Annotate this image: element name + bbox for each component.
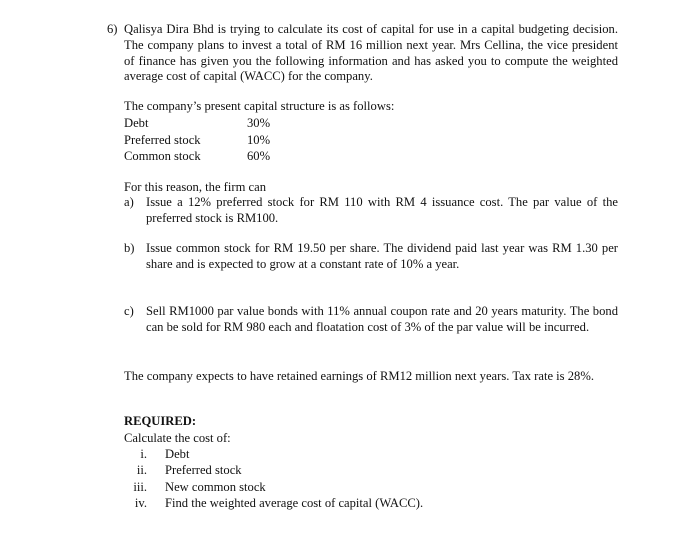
capital-structure-row-debt xyxy=(124,116,287,133)
capital-structure-row-common xyxy=(124,149,287,166)
option-letter: c) xyxy=(124,304,134,318)
required-item-common xyxy=(124,480,524,496)
calculate-label: Calculate the cost of: xyxy=(124,431,231,445)
required-item-text: Debt xyxy=(165,447,190,461)
capital-structure-table xyxy=(124,116,287,166)
question-number: 6) xyxy=(107,22,118,36)
component-percent: 10% xyxy=(247,132,271,147)
option-text: Sell RM1000 par value bonds with 11% annual coupon rate and 20 years maturity. The bond can be sold for RM 980 each and floatation cost of 3% of the par value will be incurred. xyxy=(146,304,618,334)
required-item-text: Find the weighted average cost of capital (WACC). xyxy=(165,495,424,510)
required-item-preferred xyxy=(124,463,524,479)
required-list xyxy=(124,447,524,512)
required-item-number: iii. xyxy=(133,479,147,494)
option-text: Issue common stock for RM 19.50 per share. The dividend paid last year was RM 1.30 per share and is expected to grow at a constant rate of 10% a year. xyxy=(146,241,618,271)
required-item-number: i. xyxy=(140,447,147,461)
option-text: Issue a 12% preferred stock for RM 110 with RM 4 issuance cost. The par value of the preferred stock is RM100. xyxy=(146,195,618,225)
required-item-text: Preferred stock xyxy=(165,463,242,478)
required-item-wacc xyxy=(124,496,524,512)
component-name: Preferred stock xyxy=(124,132,201,147)
reason-intro: For this reason, the firm can xyxy=(124,180,266,194)
component-name: Common stock xyxy=(124,149,201,163)
option-letter: b) xyxy=(124,241,135,255)
capital-structure-title: The company’s present capital structure is as follows: xyxy=(124,99,395,113)
retained-earnings-text: The company expects to have retained earnings of RM12 million next years. Tax rate is 28%. xyxy=(124,369,594,383)
question-intro: Qalisya Dira Bhd is trying to calculate its cost of capital for use in a capital budgeting decision. The company plans to invest a total of RM 16 million next year. Mrs Cellina, the vice president of finance has given you the following information and has asked you to compute the weighted average cost of capital (WACC) for the company. xyxy=(124,22,618,84)
capital-structure-row-preferred xyxy=(124,133,287,150)
required-heading: REQUIRED: xyxy=(124,414,197,428)
component-percent: 60% xyxy=(247,149,271,163)
required-item-debt xyxy=(124,447,524,463)
required-item-text: New common stock xyxy=(165,479,266,494)
required-item-number: ii. xyxy=(136,463,147,478)
component-percent: 30% xyxy=(247,116,271,130)
component-name: Debt xyxy=(124,116,149,130)
option-letter: a) xyxy=(124,195,134,209)
required-item-number: iv. xyxy=(134,495,147,510)
